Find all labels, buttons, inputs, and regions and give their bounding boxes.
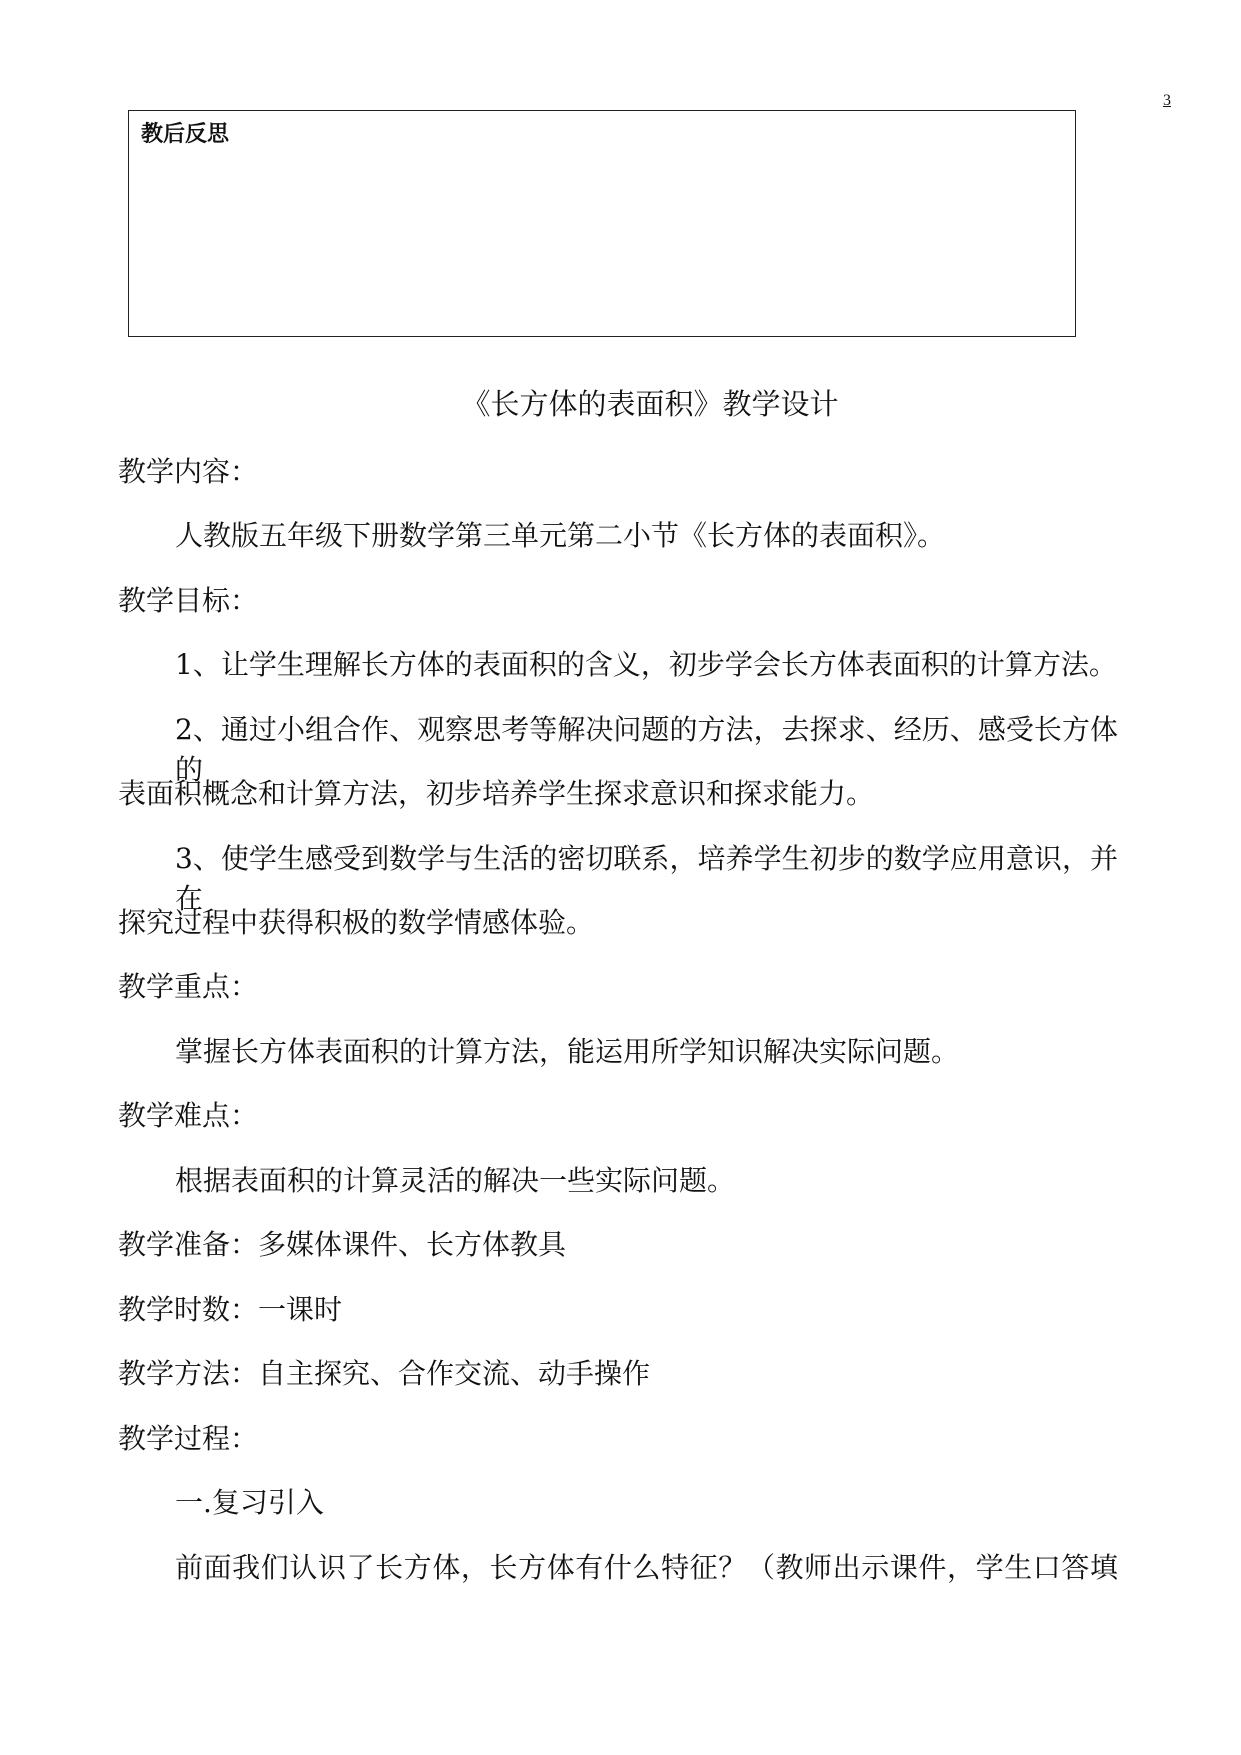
objective-1: 1、让学生理解长方体的表面积的含义，初步学会长方体表面积的计算方法。 [175,648,1117,681]
teaching-content-text: 人教版五年级下册数学第三单元第二小节《长方体的表面积》。 [175,519,946,552]
step-1-heading: 一.复习引入 [175,1486,324,1519]
key-point-text: 掌握长方体表面积的计算方法，能运用所学知识解决实际问题。 [175,1035,960,1068]
difficulty-heading: 教学难点： [118,1099,259,1132]
objective-3-line1: 3、使学生感受到数学与生活的密切联系，培养学生初步的数学应用意识，并在 [175,842,1118,915]
page-number: 3 [1163,92,1171,109]
document-title: 《长方体的表面积》教学设计 [461,387,839,421]
reflection-box [128,110,1076,337]
duration: 教学时数：一课时 [118,1293,343,1326]
difficulty-text: 根据表面积的计算灵活的解决一些实际问题。 [175,1164,736,1197]
key-point-heading: 教学重点： [118,970,259,1003]
reflection-label: 教后反思 [141,122,230,147]
step-1-text: 前面我们认识了长方体，长方体有什么特征？（教师出示课件，学生口答填 [175,1551,1118,1584]
methods: 教学方法：自主探究、合作交流、动手操作 [118,1357,651,1390]
objectives-heading: 教学目标： [118,584,259,617]
objective-2-line2: 表面积概念和计算方法，初步培养学生探求意识和探求能力。 [118,777,875,810]
teaching-content-heading: 教学内容： [118,455,259,488]
objective-2-line1: 2、通过小组合作、观察思考等解决问题的方法，去探求、经历、感受长方体的 [175,713,1118,786]
process-heading: 教学过程： [118,1422,259,1455]
objective-3-line2: 探究过程中获得积极的数学情感体验。 [118,906,595,939]
preparation: 教学准备：多媒体课件、长方体教具 [118,1228,567,1261]
